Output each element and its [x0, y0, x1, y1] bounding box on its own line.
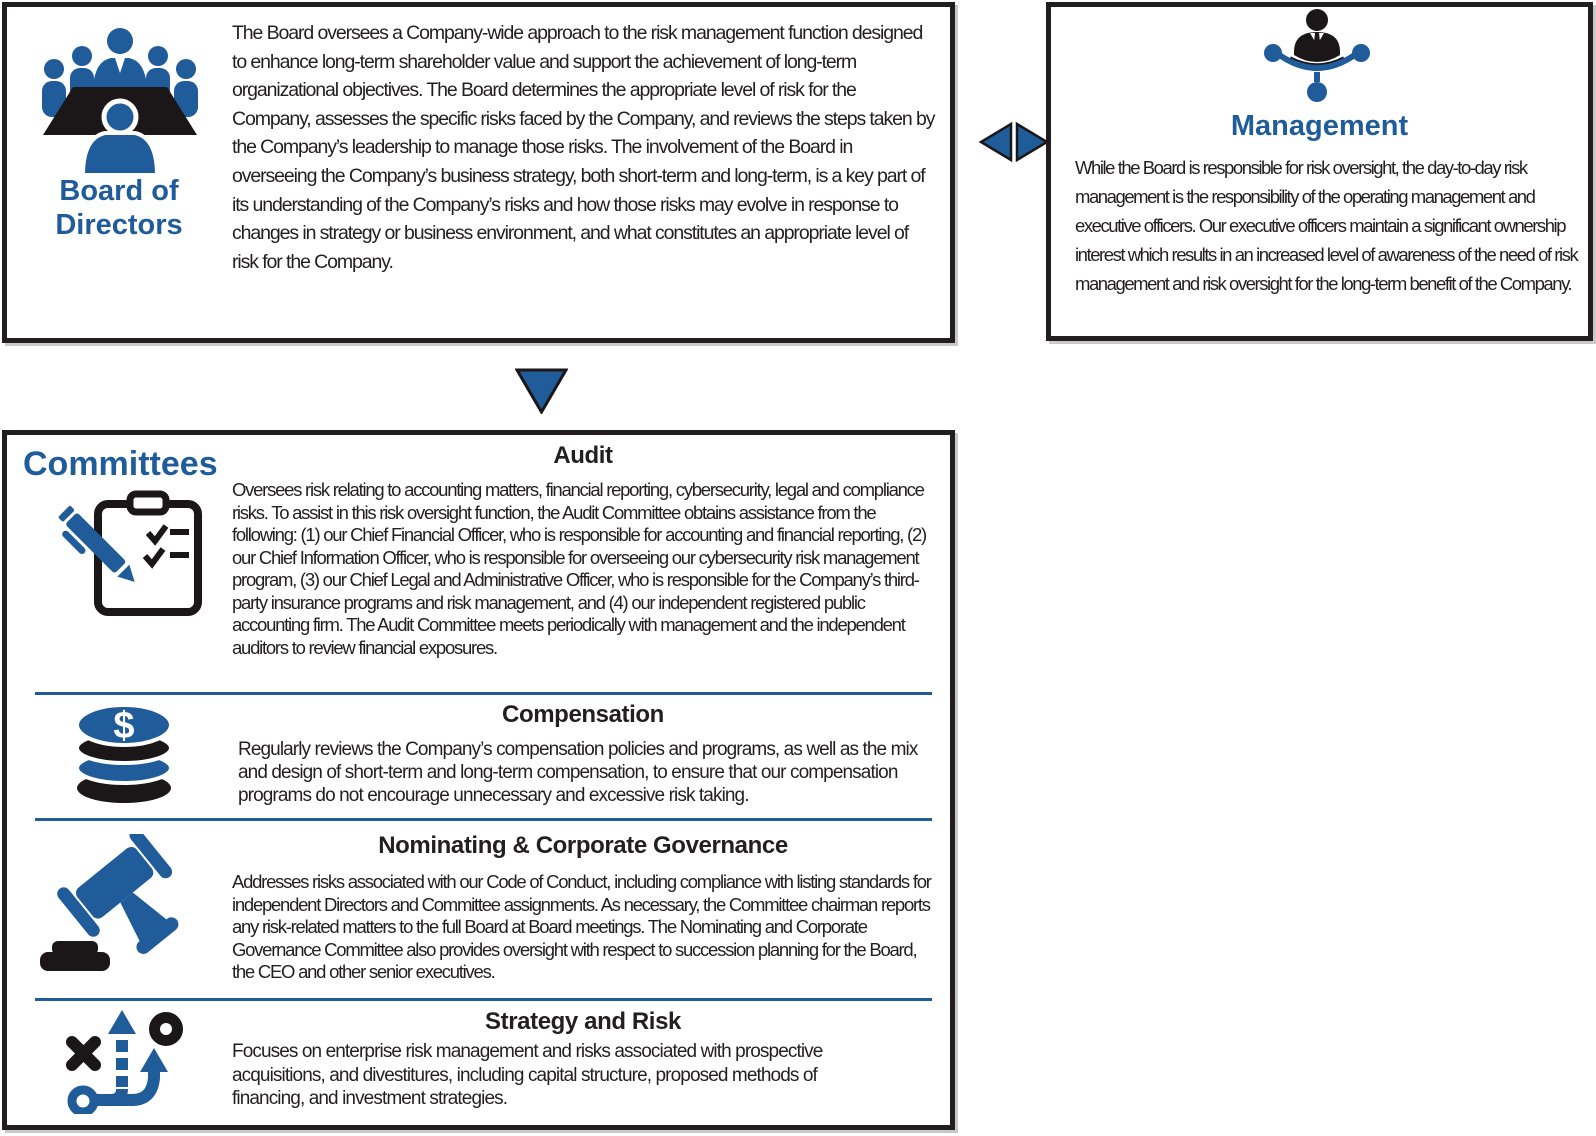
board-of-directors-title: Board of Directors	[55, 175, 183, 241]
clipboard-checklist-icon	[52, 488, 222, 618]
board-of-directors-text: The Board oversees a Company-wide approach to the risk management function designed to enhance long-term shareholder value and support the achievement of long-term organizational objectives. The Board determines the appropriate level of risk for the Company, assesses the specific risks faced by the Company, and reviews the steps taken by the Company’s leadership to manage those risks. The involvement of the Board in overseeing the Company’s business strategy, both short-term and long-term, is a key part of its understanding of the Company’s risks and how those risks may evolve in response to changes in strategy or business environment, and what constitutes an appropriate level of risk for the Company.	[232, 22, 935, 273]
manager-network-icon	[1262, 8, 1372, 110]
nominating-governance-committee-text: Addresses risks associated with our Code of Conduct, including compliance with listing standards for independent Directors and Committee assignments. As necessary, the Committee chairman reports any risk-related matters to the full Board at Board meetings. The Nominating and Corporate Governance Committee also provides oversight with respect to succession planning for the Board, the CEO and other senior executives.	[232, 871, 931, 982]
coin-stack-icon	[70, 695, 178, 805]
compensation-committee-text: Regularly reviews the Company’s compensation policies and programs, as well as the mix and design of short-term and long-term compensation, to ensure that our compensation programs do not encourage unnecessary and excessive risk taking.	[238, 739, 918, 806]
board-of-directors-panel	[2, 2, 955, 343]
strategy-play-icon	[46, 996, 194, 1114]
audit-committee-text: Oversees risk relating to accounting matters, financial reporting, cybersecurity, legal and compliance risks. To assist in this risk oversight function, the Audit Committee obtains assistance from the following: (1) our Chief Financial Officer, who is responsible for accounting and financial reporting, (2) our Chief Information Officer, who is responsible for overseeing our cybersecurity risk management program, (3) our Chief Legal and Administrative Officer, who is responsible for the Company’s third-party insurance programs and risk management, and (4) our independent registered public accounting firm. The Audit Committee meets periodically with management and the independent auditors to review financial exposures.	[232, 479, 926, 658]
gavel-icon	[32, 834, 204, 978]
committees-panel	[2, 430, 955, 1130]
section-divider	[35, 818, 932, 821]
strategy-risk-committee-text: Focuses on enterprise risk management and risks associated with prospective acquisitions, and divestitures, including capital structure, proposed methods of financing, and investment strategies.	[232, 1041, 823, 1109]
nominating-governance-committee-title: Nominating & Corporate Governance	[378, 832, 788, 859]
svg-text:$: $	[113, 705, 135, 747]
audit-committee-title: Audit	[553, 442, 613, 469]
left-right-arrows-icon	[978, 122, 1050, 162]
management-panel	[1046, 2, 1593, 341]
strategy-risk-committee-title: Strategy and Risk	[485, 1008, 681, 1035]
committees-title: Committees	[23, 445, 218, 483]
board-meeting-icon	[37, 25, 203, 175]
management-text: While the Board is responsible for risk oversight, the day-to-day risk management is the responsibility of the operating management and executive officers. Our executive officers maintain a significant ownership interest which results in an increased level of awareness of the need of risk management and risk oversight for the long-term benefit of the Company.	[1075, 157, 1578, 294]
management-title: Management	[1230, 110, 1409, 142]
down-arrow-icon	[515, 367, 568, 414]
compensation-committee-title: Compensation	[502, 701, 664, 728]
